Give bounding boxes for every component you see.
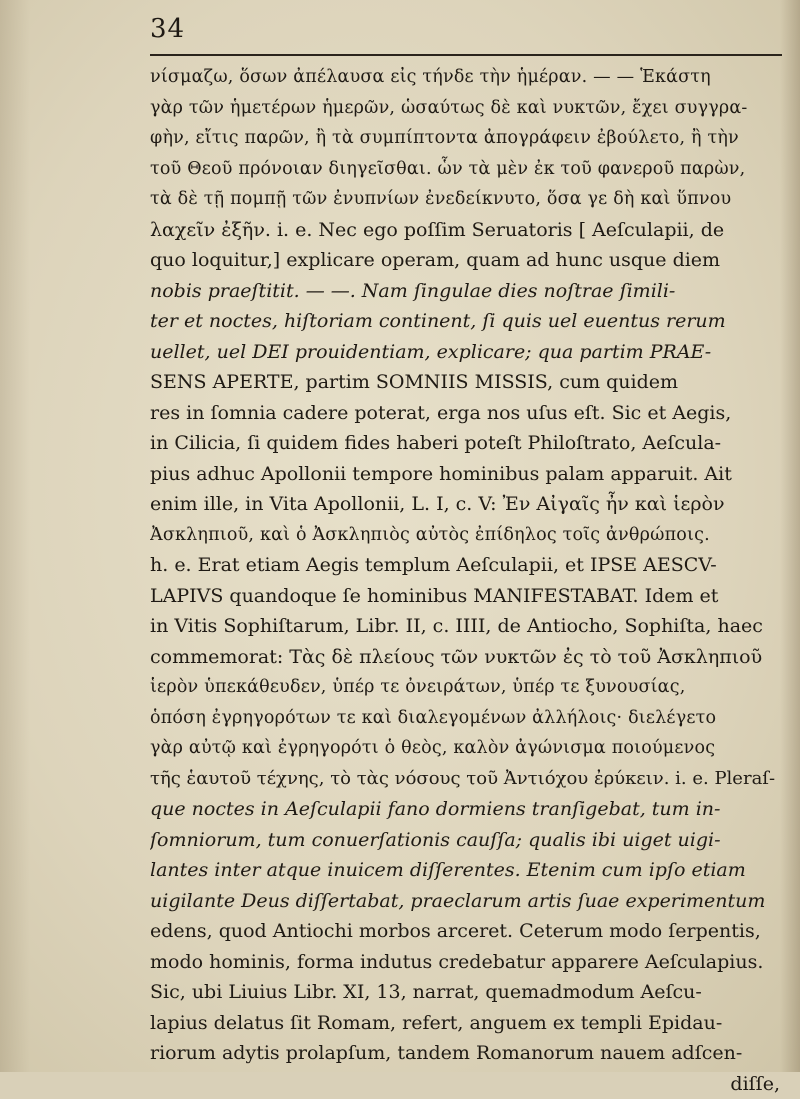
- text-line: ἱερὸν ὑπεκάθευδεν, ὑπέρ τε ὀνειράτων, ὑπέρ τε ξυνουσίας,: [150, 672, 780, 703]
- text-line: lantes inter atque inuicem diſſerentes. Etenim cum ipſo etiam: [150, 855, 780, 886]
- text-line: quo loquitur,] explicare operam, quam ad hunc usque diem: [150, 245, 780, 276]
- text-line: ter et noctes, hiſtoriam continent, ſi quis uel euentus rerum: [150, 306, 780, 337]
- text-line: que noctes in Aeſculapii fano dormiens tranſigebat, tum in-: [150, 794, 780, 825]
- text-line: riorum adytis prolapſum, tandem Romanorum nauem adſcen-: [150, 1038, 780, 1069]
- body-text: [150, 62, 780, 1099]
- text-line: ſomniorum, tum conuerſationis cauſſa; qualis ibi uiget uigi-: [150, 825, 780, 856]
- text-line: edens, quod Antiochi morbos arceret. Ceterum modo ſerpentis,: [150, 916, 780, 947]
- text-line: ὁπόση ἐγρηγορότων τε καὶ διαλεγομένων ἀλλήλοις· διελέγετο: [150, 703, 780, 734]
- text-line: nobis praeſtitit. — —. Nam ſingulae dies noſtrae ſimili-: [150, 276, 780, 307]
- text-line: lapius delatus ſit Romam, refert, anguem ex templi Epidau-: [150, 1008, 780, 1039]
- text-line: in Vitis Sophiſtarum, Libr. II, c. IIII, de Antiocho, Sophiſta, haec: [150, 611, 780, 642]
- text-line: SENS APERTE, partim SOMNIIS MISSIS, cum quidem: [150, 367, 780, 398]
- text-line: γὰρ τῶν ἡμετέρων ἡμερῶν, ὡσαύτως δὲ καὶ νυκτῶν, ἔχει συγγρα-: [150, 93, 780, 124]
- text-line: τὰ δὲ τῇ πομπῇ τῶν ἐνυπνίων ἐνεδείκνυτο, ὅσα γε δὴ καὶ ὕπνου: [150, 184, 780, 215]
- text-line: uigilante Deus diſſertabat, praeclarum artis ſuae experimentum: [150, 886, 780, 917]
- page-number: 34: [150, 14, 185, 44]
- text-line: λαχεῖν ἐξῆν. i. e. Nec ego poſſim Seruatoris [ Aeſculapii, de: [150, 215, 780, 246]
- text-line: enim ille, in Vita Apollonii, L. I, c. V: Ἐν Αἰγαῖς ἦν καὶ ἱερὸν: [150, 489, 780, 520]
- text-line: φὴν, εἴτις παρῶν, ἢ τὰ συμπίπτοντα ἀπογράφειν ἐβούλετο, ἢ τὴν: [150, 123, 780, 154]
- text-line: modo hominis, forma indutus credebatur apparere Aeſculapius.: [150, 947, 780, 978]
- text-line: γὰρ αὐτῷ καὶ ἐγρηγορότι ὁ θεὸς, καλὸν ἀγώνισμα ποιούμενος: [150, 733, 780, 764]
- text-line: pius adhuc Apollonii tempore hominibus palam apparuit. Ait: [150, 459, 780, 490]
- text-line: in Cilicia, ſi quidem fides haberi poteſt Philoſtrato, Aeſcula-: [150, 428, 780, 459]
- text-line: res in ſomnia cadere poterat, erga nos uſus eſt. Sic et Aegis,: [150, 398, 780, 429]
- text-line: uellet, uel DEI prouidentiam, explicare; qua partim PRAE-: [150, 337, 780, 368]
- text-line: commemorat: Τὰς δὲ πλείους τῶν νυκτῶν ἐς τὸ τοῦ Ἀσκληπιοῦ: [150, 642, 780, 673]
- text-line: τοῦ Θεοῦ πρόνοιαν διηγεῖσθαι. ὧν τὰ μὲν ἐκ τοῦ φανεροῦ παρὼν,: [150, 154, 780, 185]
- text-line: diſſe,: [150, 1069, 780, 1099]
- header-rule: [150, 54, 782, 56]
- text-line: Ἀσκληπιοῦ, καὶ ὁ Ἀσκληπιὸς αὐτὸς ἐπίδηλος τοῖς ἀνθρώποις.: [150, 520, 780, 551]
- text-line: νίσμαζω, ὅσων ἀπέλαυσα εἰς τήνδε τὴν ἡμέραν. — — Ἑκάστη: [150, 62, 780, 93]
- text-line: Sic, ubi Liuius Libr. XI, 13, narrat, quemadmodum Aeſcu-: [150, 977, 780, 1008]
- text-line: h. e. Erat etiam Aegis templum Aeſculapii, et IPSE AESCV-: [150, 550, 780, 581]
- page-edge-shadow: [780, 0, 800, 1072]
- text-line: LAPIVS quandoque ſe hominibus MANIFESTABAT. Idem et: [150, 581, 780, 612]
- text-line: τῆς ἑαυτοῦ τέχνης, τὸ τὰς νόσους τοῦ Ἀντιόχου ἐρύκειν. i. e. Pleraſ-: [150, 764, 780, 795]
- binding-shadow: [0, 0, 30, 1072]
